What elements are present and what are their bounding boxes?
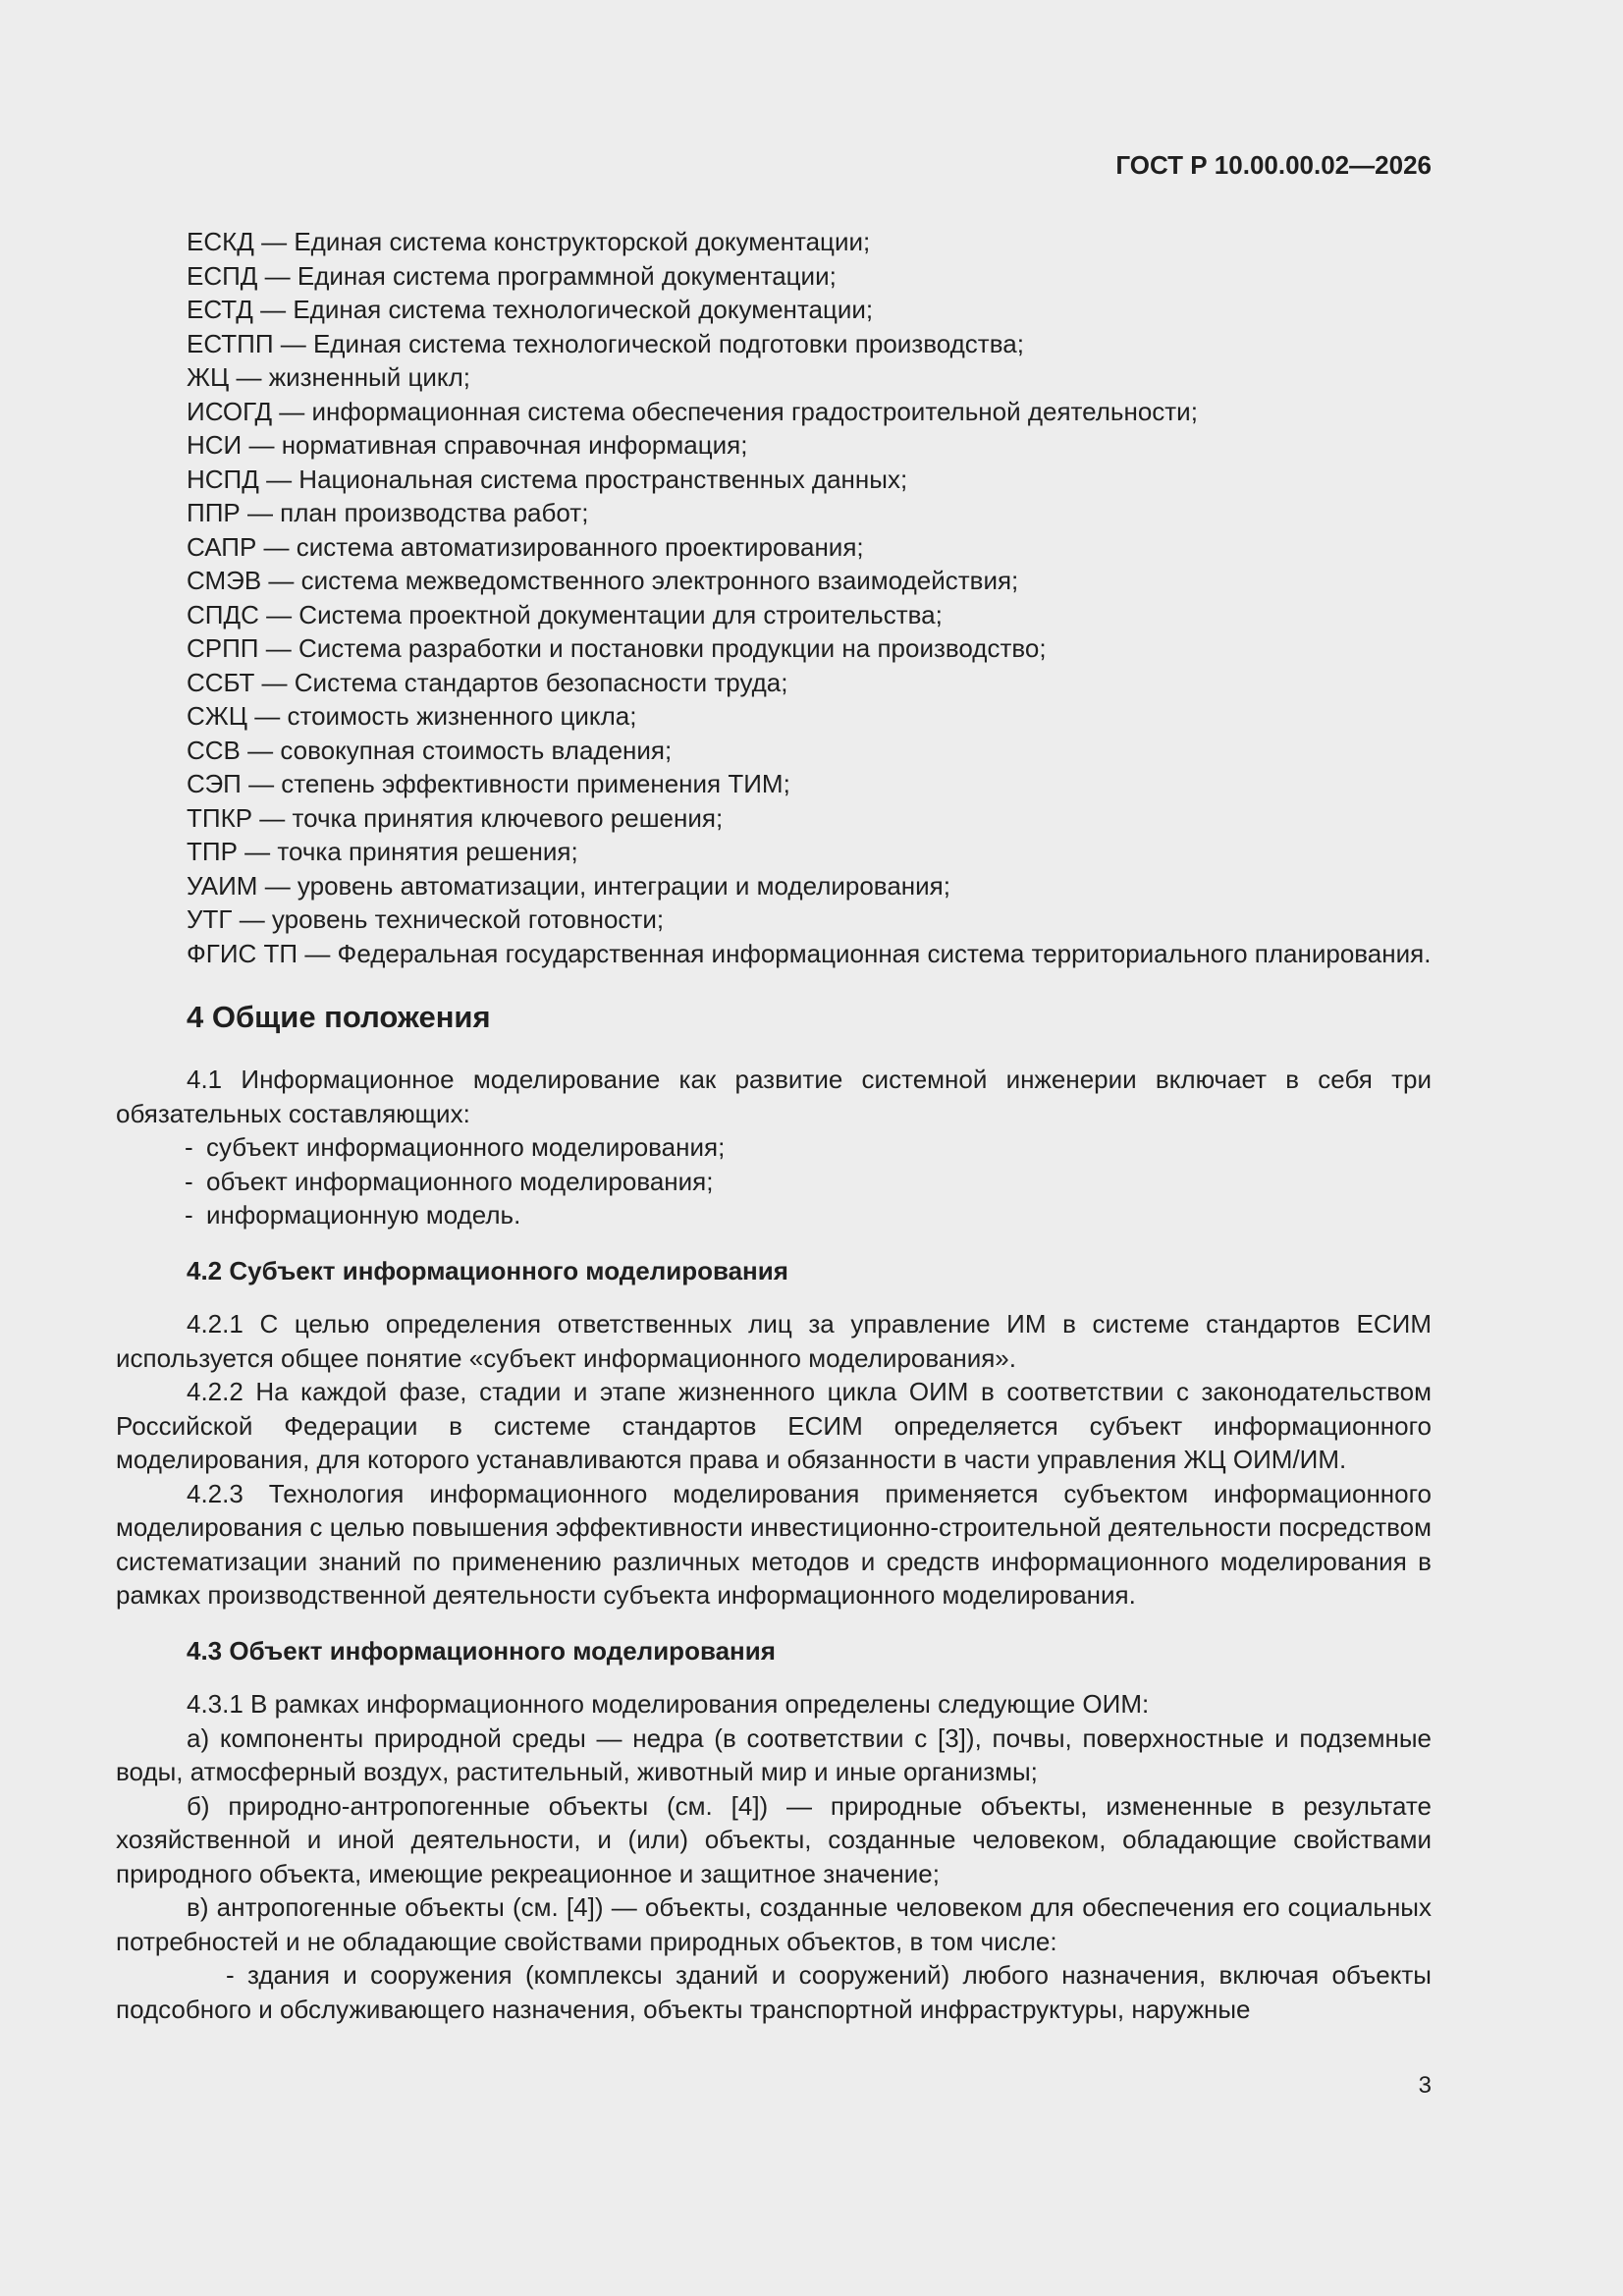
dash-marker: - — [185, 1200, 193, 1230]
page-number: 3 — [1418, 2072, 1432, 2099]
abbreviation-item: НСПД — Национальная система пространственных данных; — [187, 464, 908, 494]
abbreviation-item: СЭП — степень эффективности применения ТИМ; — [187, 769, 790, 798]
abbreviation-item: ЕСКД — Единая система конструкторской документации; — [187, 227, 871, 256]
abbreviation-item: СЖЦ — стоимость жизненного цикла; — [187, 701, 637, 731]
abbreviation-item: ТПКР — точка принятия ключевого решения; — [187, 802, 724, 833]
abbreviation-item: УАИМ — уровень автоматизации, интеграции и моделирования; — [187, 870, 950, 901]
document-id: ГОСТ Р 10.00.00.02—2026 — [1115, 150, 1432, 180]
abbreviation-list — [116, 225, 1432, 970]
paragraph-4-2-3: 4.2.3 Технология информационного моделирования применяется субъектом информационного моделирования с целью повышения эффективности инвестиционно-строительной деятельности посредством систематизации знаний по применению различных методов и средств информационного моделирования в рамках производственной деятельности субъекта информационного моделирования. — [116, 1478, 1432, 1610]
paragraph-4-3-1-c: в) антропогенные объекты (см. [4]) — объекты, созданные человеком для обеспечения его социальных потребностей и не обладающие свойствами природных объектов, в том числе: — [116, 1892, 1432, 1956]
abbreviation-item: ССВ — совокупная стоимость владения; — [187, 735, 673, 765]
section-4-3-heading: 4.3 Объект информационного моделирования — [187, 1635, 776, 1666]
list-item-text: информационную модель. — [206, 1200, 521, 1230]
abbreviation-item: САПР — система автоматизированного проектирования; — [187, 531, 864, 562]
abbreviation-item: ИСОГД — информационная система обеспечения градостроительной деятельности; — [187, 396, 1198, 426]
abbreviation-item: СМЭВ — система межведомственного электронного взаимодействия; — [187, 566, 1019, 595]
list-item — [185, 1165, 1432, 1199]
abbreviation-item-last: ФГИС ТП — Федеральная государственная информационная система территориального планирования. — [187, 938, 1432, 968]
dash-marker: - — [185, 1166, 193, 1196]
abbreviation-item: НСИ — нормативная справочная информация; — [187, 430, 748, 460]
paragraph-4-3-1-b: б) природно-антропогенные объекты (см. [4]) — природные объекты, измененные в результате хозяйственной и иной деятельности, и (или) объекты, созданные человеком, обладающие свойствами природного объекта, имеющие рекреационное и защитное значение; — [116, 1790, 1432, 1888]
page-content — [116, 225, 1432, 2026]
abbreviation-item: ЕСТПП — Единая система технологической подготовки производства; — [187, 328, 1024, 358]
paragraph-4-3-1: 4.3.1 В рамках информационного моделирования определены следующие ОИМ: — [187, 1689, 1150, 1719]
abbreviation-item: УТГ — уровень технической готовности; — [187, 904, 665, 934]
abbreviation-item: ССБТ — Система стандартов безопасности труда; — [187, 667, 788, 697]
section-4-2-heading: 4.2 Субъект информационного моделирования — [187, 1255, 788, 1285]
paragraph-4-3-1-a: а) компоненты природной среды — недра (в соответствии с [3]), почвы, поверхностные и подземные воды, атмосферный воздух, растительный, животный мир и иные организмы; — [116, 1722, 1432, 1786]
list-item-text: объект информационного моделирования; — [206, 1166, 714, 1196]
abbreviation-item: ЕСПД — Единая система программной документации; — [187, 260, 837, 291]
dash-marker: - — [185, 1132, 193, 1162]
abbreviation-item: СПДС — Система проектной документации для строительства; — [187, 599, 943, 629]
abbreviation-item: СРПП — Система разработки и постановки продукции на производство; — [187, 633, 1047, 663]
paragraph-4-2-1: 4.2.1 С целью определения ответственных лиц за управление ИМ в системе стандартов ЕСИМ используется общее понятие «субъект информационного моделирования». — [116, 1309, 1432, 1373]
abbreviation-item: ЖЦ — жизненный цикл; — [187, 362, 470, 392]
list-item-text: субъект информационного моделирования; — [206, 1132, 726, 1162]
list-item — [185, 1198, 1432, 1232]
paragraph-4-1: 4.1 Информационное моделирование как развитие системной инженерии включает в себя три обязательных составляющих: — [116, 1065, 1432, 1128]
abbreviation-item: ТПР — точка принятия решения; — [187, 837, 578, 866]
abbreviation-item: ППР — план производства работ; — [187, 498, 589, 527]
paragraph-4-2-2: 4.2.2 На каждой фазе, стадии и этапе жизненного цикла ОИМ в соответствии с законодательством Российской Федерации в системе стандартов ЕСИМ определяется субъект информационного моделирования, для которого устанавливаются права и обязанности в части управления ЖЦ ОИМ/ИМ. — [116, 1377, 1432, 1474]
document-header — [116, 147, 1432, 183]
section-4-heading: 4 Общие положения — [187, 1000, 491, 1034]
abbreviation-item: ЕСТД — Единая система технологической документации; — [187, 295, 874, 324]
sub-list-item: - здания и сооружения (комплексы зданий и сооружений) любого назначения, включая объекты подсобного и обслуживающего назначения, объекты транспортной инфраструктуры, наружные — [116, 1960, 1432, 2024]
list-item — [185, 1130, 1432, 1165]
